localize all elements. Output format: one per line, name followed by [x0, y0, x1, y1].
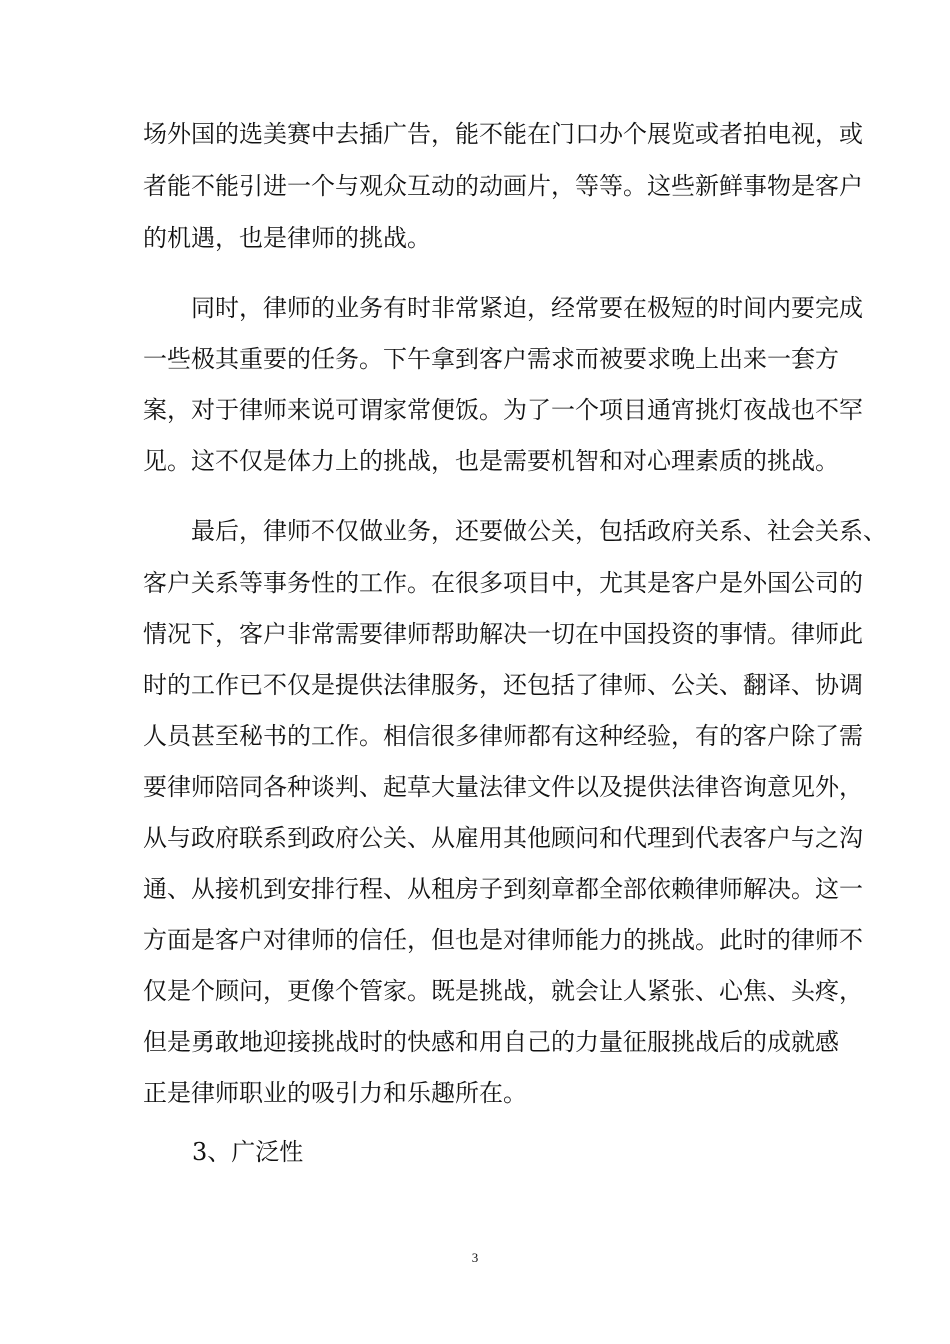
- paragraph-3-line-4: 时的工作已不仅是提供法律服务，还包括了律师、公关、翻译、协调: [143, 671, 863, 699]
- section-heading: 3、广泛性: [192, 1138, 304, 1166]
- paragraph-3-line-1: 最后，律师不仅做业务，还要做公关，包括政府关系、社会关系、: [143, 517, 887, 545]
- paragraph-3-line-6: 要律师陪同各种谈判、起草大量法律文件以及提供法律咨询意见外，: [143, 773, 863, 801]
- paragraph-2-line-4: 见。这不仅是体力上的挑战，也是需要机智和对心理素质的挑战。: [143, 447, 839, 475]
- paragraph-3-line-9: 方面是客户对律师的信任，但也是对律师能力的挑战。此时的律师不: [143, 926, 863, 954]
- paragraph-3-line-2: 客户关系等事务性的工作。在很多项目中，尤其是客户是外国公司的: [143, 569, 863, 597]
- paragraph-1-line-1: 场外国的选美赛中去插广告，能不能在门口办个展览或者拍电视，或: [143, 120, 863, 148]
- paragraph-3-line-12: 正是律师职业的吸引力和乐趣所在。: [143, 1079, 527, 1107]
- paragraph-3-line-10: 仅是个顾问，更像个管家。既是挑战，就会让人紧张、心焦、头疼，: [143, 977, 863, 1005]
- paragraph-2-line-3: 案，对于律师来说可谓家常便饭。为了一个项目通宵挑灯夜战也不罕: [143, 396, 863, 424]
- paragraph-1-line-3: 的机遇，也是律师的挑战。: [143, 224, 431, 252]
- paragraph-2-line-2: 一些极其重要的任务。下午拿到客户需求而被要求晚上出来一套方: [143, 345, 839, 373]
- paragraph-3-line-5: 人员甚至秘书的工作。相信很多律师都有这种经验，有的客户除了需: [143, 722, 863, 750]
- paragraph-3-line-3: 情况下，客户非常需要律师帮助解决一切在中国投资的事情。律师此: [143, 620, 863, 648]
- paragraph-3-line-8: 通、从接机到安排行程、从租房子到刻章都全部依赖律师解决。这一: [143, 875, 863, 903]
- paragraph-2-line-1: 同时，律师的业务有时非常紧迫，经常要在极短的时间内要完成: [143, 294, 863, 322]
- paragraph-1-line-2: 者能不能引进一个与观众互动的动画片，等等。这些新鲜事物是客户: [143, 172, 863, 200]
- paragraph-3-line-7: 从与政府联系到政府公关、从雇用其他顾问和代理到代表客户与之沟: [143, 824, 863, 852]
- paragraph-3-line-11: 但是勇敢地迎接挑战时的快感和用自己的力量征服挑战后的成就感: [143, 1028, 839, 1056]
- page-number: 3: [471, 1250, 479, 1265]
